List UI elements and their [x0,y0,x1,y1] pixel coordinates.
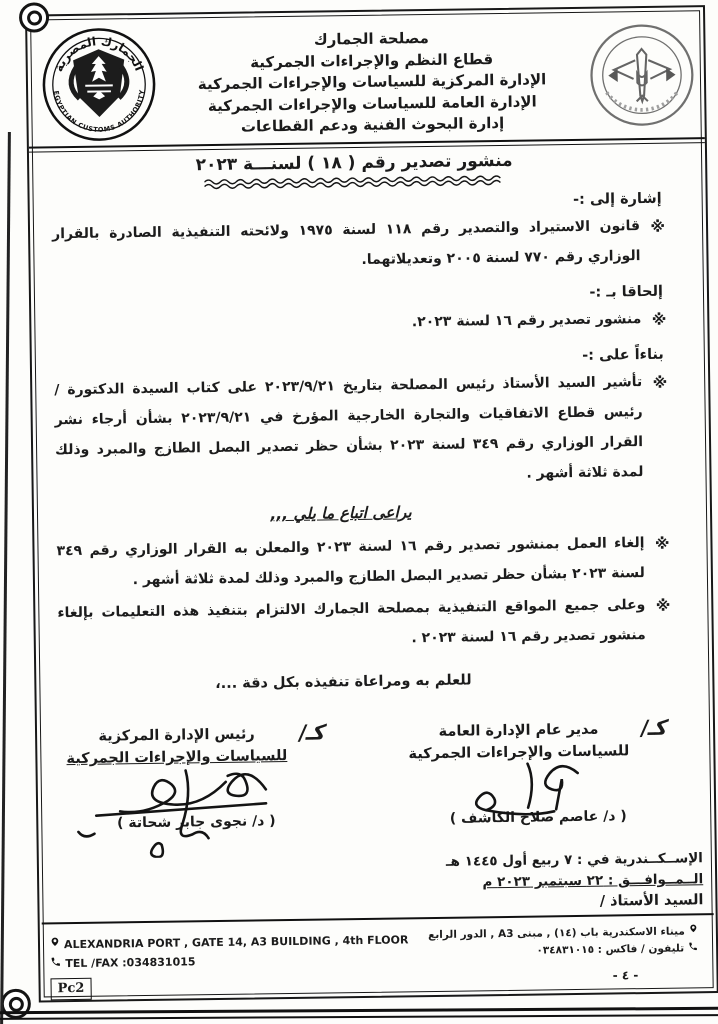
phone-icon [688,940,698,957]
reference-mark-icon: ※ [654,534,670,553]
signer-name: ( د/ عاصم صلاح الكاشف ) [449,808,627,827]
location-pin-icon [689,922,698,940]
signature-left-column [45,722,346,832]
annex-heading: إلحاقا بـ :- [589,283,664,301]
seal-arabic-arc-text: الجمارك المصرية [51,34,147,74]
instruction-1-text: إلغاء العمل بمنشور تصدير رقم ١٦ لسنة ٢٠٢٣ والمعلن به القرار الوزاري رقم ٣٤٩ لسنة ٢٠٢٣ بشأن حظر تصدير البصل الطازج والمبرد وذلك لمدة ثلاثة أشهر . [56,535,645,589]
signer-title-2: للسياسات والإجراءات الجمركية [408,743,630,763]
footer-arabic [398,922,699,987]
closing-statement: للعلم به ومراعاة تنفيذه بكل دقة ...، [215,672,472,693]
footer-english [50,930,409,1000]
letterhead [39,17,699,148]
document-body [52,189,669,694]
signer-title-2: للسياسات والإجراءات الجمركية [66,748,288,768]
reference-mark-icon: ※ [652,373,668,392]
org-line-5: إدارة البحوث الفنية ودعم القطاعات [240,114,505,136]
corner-ornament-bottom-left [1,989,31,1019]
phone-icon [50,954,61,973]
footer-en-phone: TEL /FAX :034831015 [65,955,196,971]
signer-title-1: مدير عام الإدارة العامة [438,721,599,740]
reference-mark-icon: ※ [650,217,666,236]
signature-block [45,717,688,832]
signature-swash: كـ/ [297,720,328,745]
footer-en-address: ALEXANDRIA PORT , GATE 14, A3 BUILDING , 4th FLOOR [63,933,409,952]
follow-instructions-heading: يراعى اتباع ما يلي ,,, [270,503,412,524]
annex-item-text: منشور تصدير رقم ١٦ لسنة ٢٠٢٣. [411,311,642,331]
seal-shield-eagle [71,49,128,118]
addressee-line: السيد الأستاذ / [599,892,704,910]
reference-item-text: قانون الاستيراد والتصدير رقم ١١٨ لسنة ١٩٧٥ ولائحته التنفيذية الصادرة بالقرار الوزاري رقم ٧٧٠ لسنة ٢٠٠٥ وتعديلاتهما. [51,218,641,268]
instruction-2-text: وعلى جميع المواقع التنفيذية بمصلحة الجمارك الالتزام بتنفيذ هذه التعليمات بإلغاء منشور تصدير رقم ١٦ لسنة ٢٠٢٣ . [57,597,646,647]
org-line-4: الإدارة العامة للسياسات والإجراءات الجمركية [207,92,537,115]
org-line-1: مصلحة الجمارك [313,29,430,49]
page-number: - ٤ - [612,968,639,983]
gregorian-date-line: الــمــوافـــق : ٢٢ سبتمبر ٢٠٢٣ م [482,871,704,891]
signature-right-column [387,717,688,827]
reference-heading: إشارة إلى :- [572,190,662,208]
organization-titles [161,26,582,139]
handwritten-signature [65,751,296,863]
customs-authority-seal [39,25,159,149]
reference-item [51,211,666,280]
reference-mark-icon: ※ [651,310,667,329]
pc-label: Pc2 [50,978,91,1001]
emblem-eagle [614,49,671,102]
circular-title: منشور تصدير رقم ( ١٨ ) لسنـــة ٢٠٢٣ [195,150,513,176]
signature-swash: كـ/ [639,715,670,741]
org-line-2: قطاع النظم والإجراءات الجمركية [250,49,494,72]
state-emblem-stamp [585,17,699,141]
hijri-date-line: الإســكــندرية في : ٧ ربيع أول ١٤٤٥ هـ [445,850,703,870]
basis-item [54,367,666,496]
reference-mark-icon: ※ [655,596,671,615]
footer-ar-address: ميناء الاسكندرية باب (١٤) , مبنى A3 , الدور الرابع [428,924,685,941]
signer-name: ( د/ نجوى جابر شحاتة ) [116,813,276,832]
handwritten-signature [457,753,608,829]
footer-ar-phone: تليفون / فاكس : ٠٣٤٨٣١٠١٥ [536,942,685,957]
seal-english-arc-text: EGYPTIAN CUSTOMS AUTHORITY [51,88,147,134]
org-line-3: الإدارة المركزية للسياسات والإجراءات الجمركية [197,70,547,94]
annex-item [53,304,667,343]
instruction-1 [56,528,670,597]
signer-title-1: رئيس الإدارة المركزية [98,726,255,745]
instruction-2 [57,590,671,659]
date-block [373,848,704,916]
basis-heading: بناءاً على :- [582,346,664,364]
basis-item-text: تأشير السيد الأستاذ رئيس المصلحة بتاريخ ٢٠٢٣/٩/٢١ على كتاب السيدة الدكتورة / رئيس قطاع الاتفاقيات والتجارة الخارجية المؤرخ في ٢٠٢٣/٩/٢١ بشأن أرجاء نشر القرار الوزاري رقم ٣٤٩ لسنة ٢٠٢٣ بشأن حظر تصدير البصل الطازج والمبرد وذلك لمدة ثلاثة أشهر . [54,374,644,482]
location-pin-icon [50,935,60,954]
